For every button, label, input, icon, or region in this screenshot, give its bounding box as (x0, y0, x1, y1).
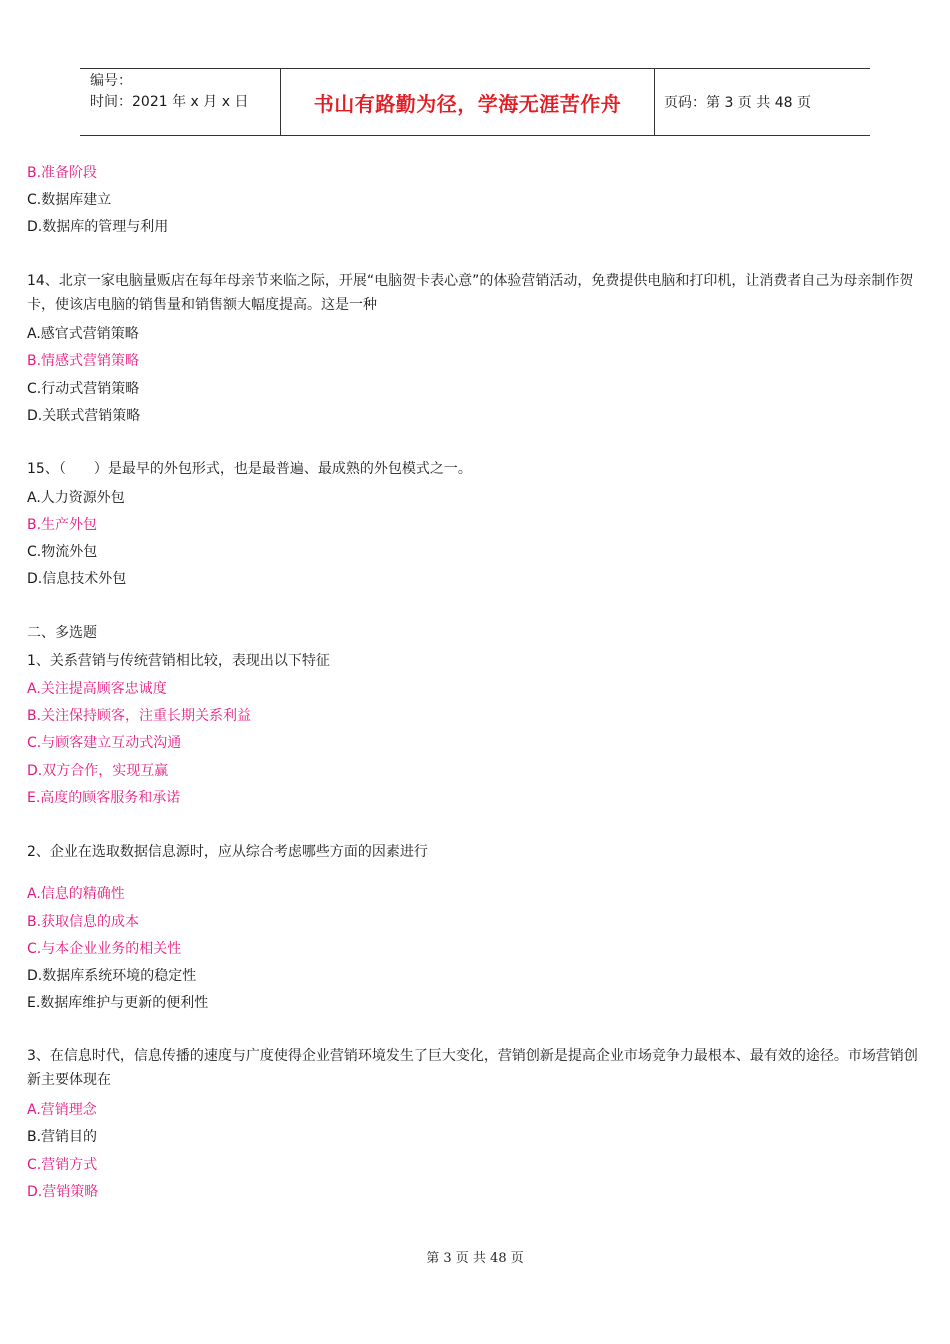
header-meta (80, 69, 281, 135)
option-line: D.关联式营销策略 (27, 408, 141, 424)
option-line: C.与本企业业务的相关性 (27, 941, 182, 957)
option-line: C.营销方式 (27, 1157, 98, 1173)
question-stem: 1、关系营销与传统营销相比较，表现出以下特征 (27, 653, 330, 669)
option-line: A.人力资源外包 (27, 490, 125, 506)
option-line: A.关注提高顾客忠诚度 (27, 681, 167, 697)
question-stem: 14、北京一家电脑量贩店在每年母亲节来临之际，开展“电脑贺卡表心意”的体验营销活动，免费提供电脑和打印机，让消费者自己为母亲制作贺卡，使该店电脑的销售量和销售额大幅度提高。这是一种 (27, 273, 914, 313)
option-line: B.关注保持顾客，注重长期关系利益 (27, 708, 252, 724)
question-stem: 15、（ ）是最早的外包形式，也是最普遍、最成熟的外包模式之一。 (27, 461, 472, 477)
page-header (80, 68, 870, 136)
page-indicator: 页码：第 3 页 共 48 页 (664, 95, 811, 111)
motto: 书山有路勤为径，学海无涯苦作舟 (313, 91, 622, 116)
option-line: D.营销策略 (27, 1184, 99, 1200)
serial-label: 编号： (90, 73, 132, 89)
header-motto-cell (281, 69, 655, 135)
option-line: C.物流外包 (27, 544, 98, 560)
option-line: B.生产外包 (27, 517, 98, 533)
option-line: E.数据库维护与更新的便利性 (27, 995, 209, 1011)
header-page-cell (655, 69, 870, 135)
option-line: A.营销理念 (27, 1102, 97, 1118)
date-line: 时间：2021 年 x 月 x 日 (90, 94, 249, 110)
option-line: B.获取信息的成本 (27, 914, 140, 930)
option-line: C.数据库建立 (27, 192, 112, 208)
option-line: B.准备阶段 (27, 165, 98, 181)
option-line: D.数据库的管理与利用 (27, 219, 169, 235)
option-line: A.感官式营销策略 (27, 326, 139, 342)
question-stem: 2、企业在选取数据信息源时，应从综合考虑哪些方面的因素进行 (27, 844, 428, 860)
section-heading: 二、多选题 (27, 625, 97, 641)
question-stem: 3、在信息时代，信息传播的速度与广度使得企业营销环境发生了巨大变化，营销创新是提高企业市场竞争力最根本、最有效的途径。市场营销创新主要体现在 (27, 1048, 918, 1088)
option-line: C.行动式营销策略 (27, 381, 140, 397)
option-line: D.信息技术外包 (27, 571, 127, 587)
page-footer: 第 3 页 共 48 页 (426, 1251, 524, 1266)
option-line: C.与顾客建立互动式沟通 (27, 735, 182, 751)
option-line: A.信息的精确性 (27, 886, 125, 902)
option-line: E.高度的顾客服务和承诺 (27, 790, 181, 806)
option-line: D.双方合作，实现互赢 (27, 763, 169, 779)
option-line: B.营销目的 (27, 1129, 98, 1145)
option-line: B.情感式营销策略 (27, 353, 140, 369)
option-line: D.数据库系统环境的稳定性 (27, 968, 197, 984)
